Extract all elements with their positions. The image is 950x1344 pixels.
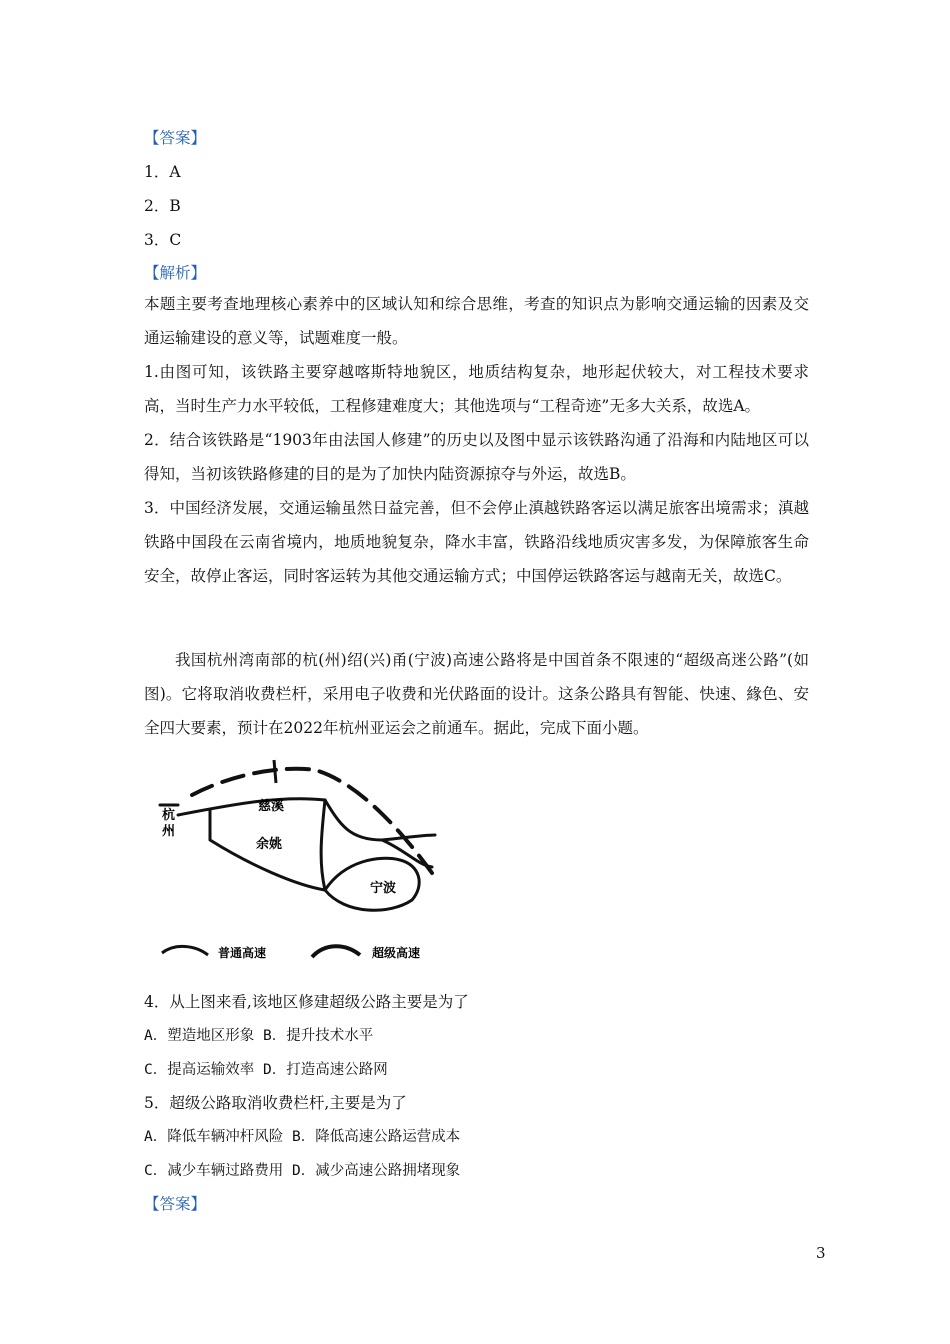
q4-stem: 4．从上图来看,该地区修建超级公路主要是为了: [144, 993, 469, 1011]
map-label-ningbo: 宁波: [370, 881, 397, 896]
analysis-intro: 本题主要考查地理核心素养中的区域认知和综合思维，考查的知识点为影响交通运输的因素及交通运输建设的意义等，试题难度一般。: [144, 295, 809, 347]
map-label-hang: 杭: [162, 808, 176, 823]
north-road: [274, 760, 276, 783]
map-label-cixi: 慈溪: [258, 799, 285, 814]
analysis-label: 【解析】: [144, 264, 207, 282]
q5-stem: 5．超级公路取消收费栏杆,主要是为了: [144, 1094, 407, 1112]
answer-item-1: 1．A: [144, 163, 181, 181]
answer-item-3: 3．C: [144, 231, 182, 249]
map-label-zhou: 州: [162, 824, 176, 839]
page-number: 3: [816, 1244, 826, 1262]
analysis-point-2: 2．结合该铁路是“1903年由法国人修建”的历史以及图中显示该铁路沟通了沿海和内陆地区可以得知，当初该铁路修建的目的是为了加快内陆资源掠夺与外运，故选B。: [144, 431, 809, 483]
analysis-point-1: 1.由图可知，该铁路主要穿越喀斯特地貌区，地质结构复杂，地形起伏较大，对工程技术要求高，当时生产力水平较低，工程修建难度大；其他选项与“工程奇迹”无多大关系，故选A。: [144, 363, 809, 415]
legend-normal-line: [162, 946, 208, 955]
legend-super-label: 超级高速: [372, 946, 421, 960]
super-highway: [192, 769, 432, 873]
legend-super-line: [312, 946, 360, 957]
q4-options-ab: A．塑造地区形象 B．提升技术水平: [144, 1028, 374, 1044]
legend-normal-label: 普通高速: [218, 946, 267, 960]
q5-options-cd: C．减少车辆过路费用 D．减少高速公路拥堵现象: [144, 1163, 461, 1179]
question-intro: 我国杭州湾南部的杭(州)绍(兴)甬(宁波)高速公路将是中国首条不限速的“超级高迷公路”(如图)。它将取消收费栏杆，采用电子收费和光伏路面的设计。这条公路具有智能、快速、緣色、安全四大要素，预计在2022年杭州亚运会之前通车。据此，完成下面小题。: [144, 651, 809, 737]
map-label-yuyao: 余姚: [256, 837, 283, 852]
q5-options-ab: A．降低车辆冲杆风险 B．降低高速公路运营成本: [144, 1129, 461, 1145]
highway-map: [150, 755, 450, 970]
analysis-point-3: 3．中国经济发展，交通运输虽然日益完善，但不会停止滇越铁路客运以满足旅客出境需求；滇越铁路中国段在云南省境内，地质地貌复杂，降水丰富，铁路沿线地质灾害多发，为保障旅客生命安全，故停止客运，同时客运转为其他交通运输方式；中国停运铁路客运与越南无关，故选C。: [144, 499, 809, 585]
answer-label: 【答案】: [144, 129, 207, 147]
q4-options-cd: C．提高运输效率 D．打造高速公路网: [144, 1062, 388, 1078]
answer-item-2: 2．B: [144, 197, 181, 215]
answer-label-2: 【答案】: [144, 1195, 207, 1213]
